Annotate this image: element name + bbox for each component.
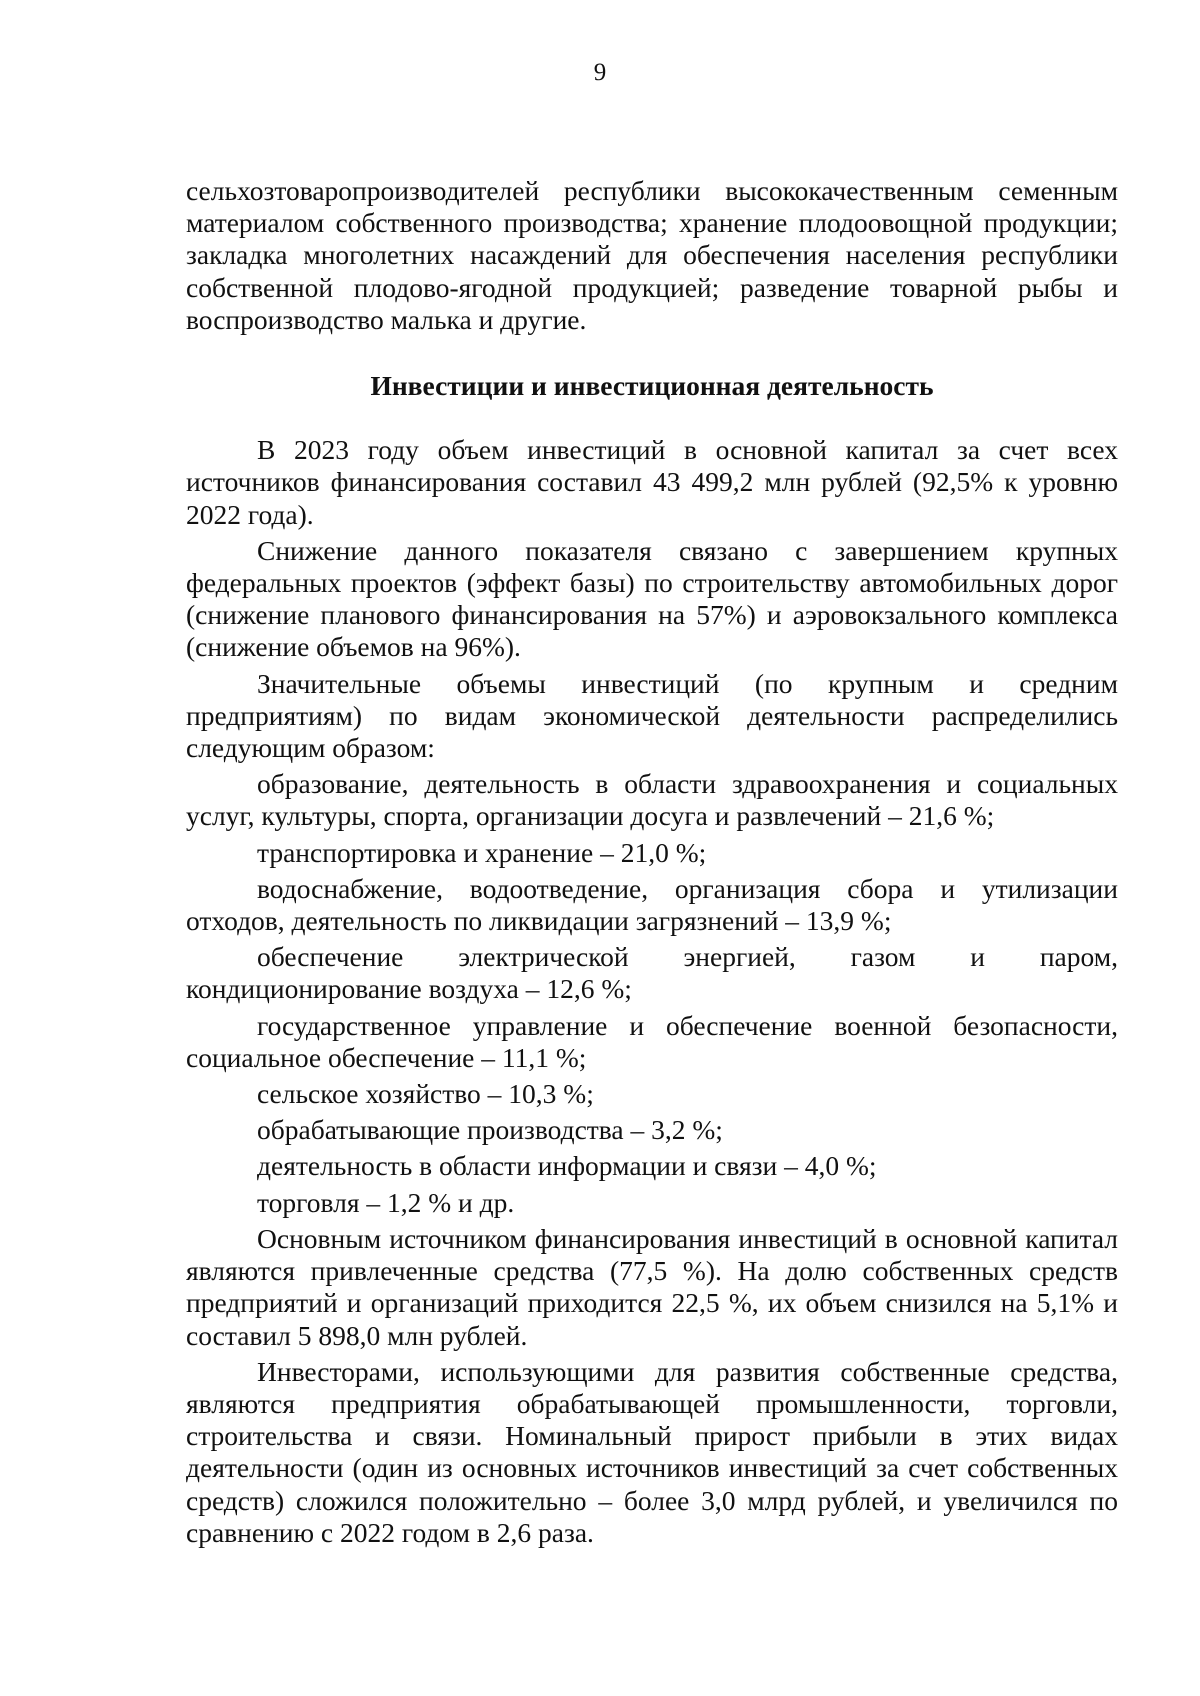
list-item: водоснабжение, водоотведение, организация сбора и утилизации отходов, деятельность по ликвидации загрязнений – 13,9 %; [186,872,1118,937]
paragraph-decline-reason: Снижение данного показателя связано с завершением крупных федеральных проектов (эффект базы) по строительству автомобильных дорог (снижение планового финансирования на 57%) и аэровокзального комплекса (снижение объемов на 96%). [186,534,1118,663]
page-number: 9 [593,59,607,86]
section-heading: Инвестиции и инвестиционная деятельность [370,370,934,402]
list-item: деятельность в области информации и связи – 4,0 %; [257,1150,877,1182]
paragraph-investment-volume: В 2023 году объем инвестиций в основной капитал за счет всех источников финансирования составил 43 499,2 млн рублей (92,5% к уровню 2022 года). [186,434,1118,530]
paragraph-distribution-intro: Значительные объемы инвестиций (по крупным и средним предприятиям) по видам экономической деятельности распределились следующим образом: [186,667,1118,764]
document-body [186,175,1118,1549]
list-item: обеспечение электрической энергией, газом и паром, кондиционирование воздуха – 12,6 %; [186,941,1118,1005]
list-item: транспортировка и хранение – 21,0 %; [257,836,707,868]
list-item: государственное управление и обеспечение военной безопасности, социальное обеспечение – 11,1 %; [186,1009,1118,1073]
list-item: обрабатывающие производства – 3,2 %; [257,1114,723,1146]
list-item: образование, деятельность в области здравоохранения и социальных услуг, культуры, спорта, организации досуга и развлечений – 21,6 %; [186,768,1118,832]
paragraph-investors: Инвесторами, использующими для развития собственные средства, являются предприятия обрабатывающей промышленности, торговли, строительства и связи. Номинальный прирост прибыли в этих видах деятельности (один из основных источников инвестиций за счет собственных средств) сложился положительно – более 3,0 млрд рублей, и увеличился по сравнению с 2022 годом в 2,6 раза. [186,1355,1118,1548]
list-item: торговля – 1,2 % и др. [257,1186,515,1218]
paragraph-funding-sources: Основным источником финансирования инвестиций в основной капитал являются привлеченные средства (77,5 %). На долю собственных средств предприятий и организаций приходится 22,5 %, их объем снизился на 5,1% и составил 5 898,0 млн рублей. [186,1222,1118,1351]
intro-paragraph: сельхозтоваропроизводителей республики высококачественным семенным материалом собственного производства; хранение плодоовощной продукции; закладка многолетних насаждений для обеспечения населения республики собственной плодово-ягодной продукцией; разведение товарной рыбы и воспроизводство малька и другие. [186,175,1118,335]
list-item: сельское хозяйство – 10,3 %; [257,1078,594,1110]
